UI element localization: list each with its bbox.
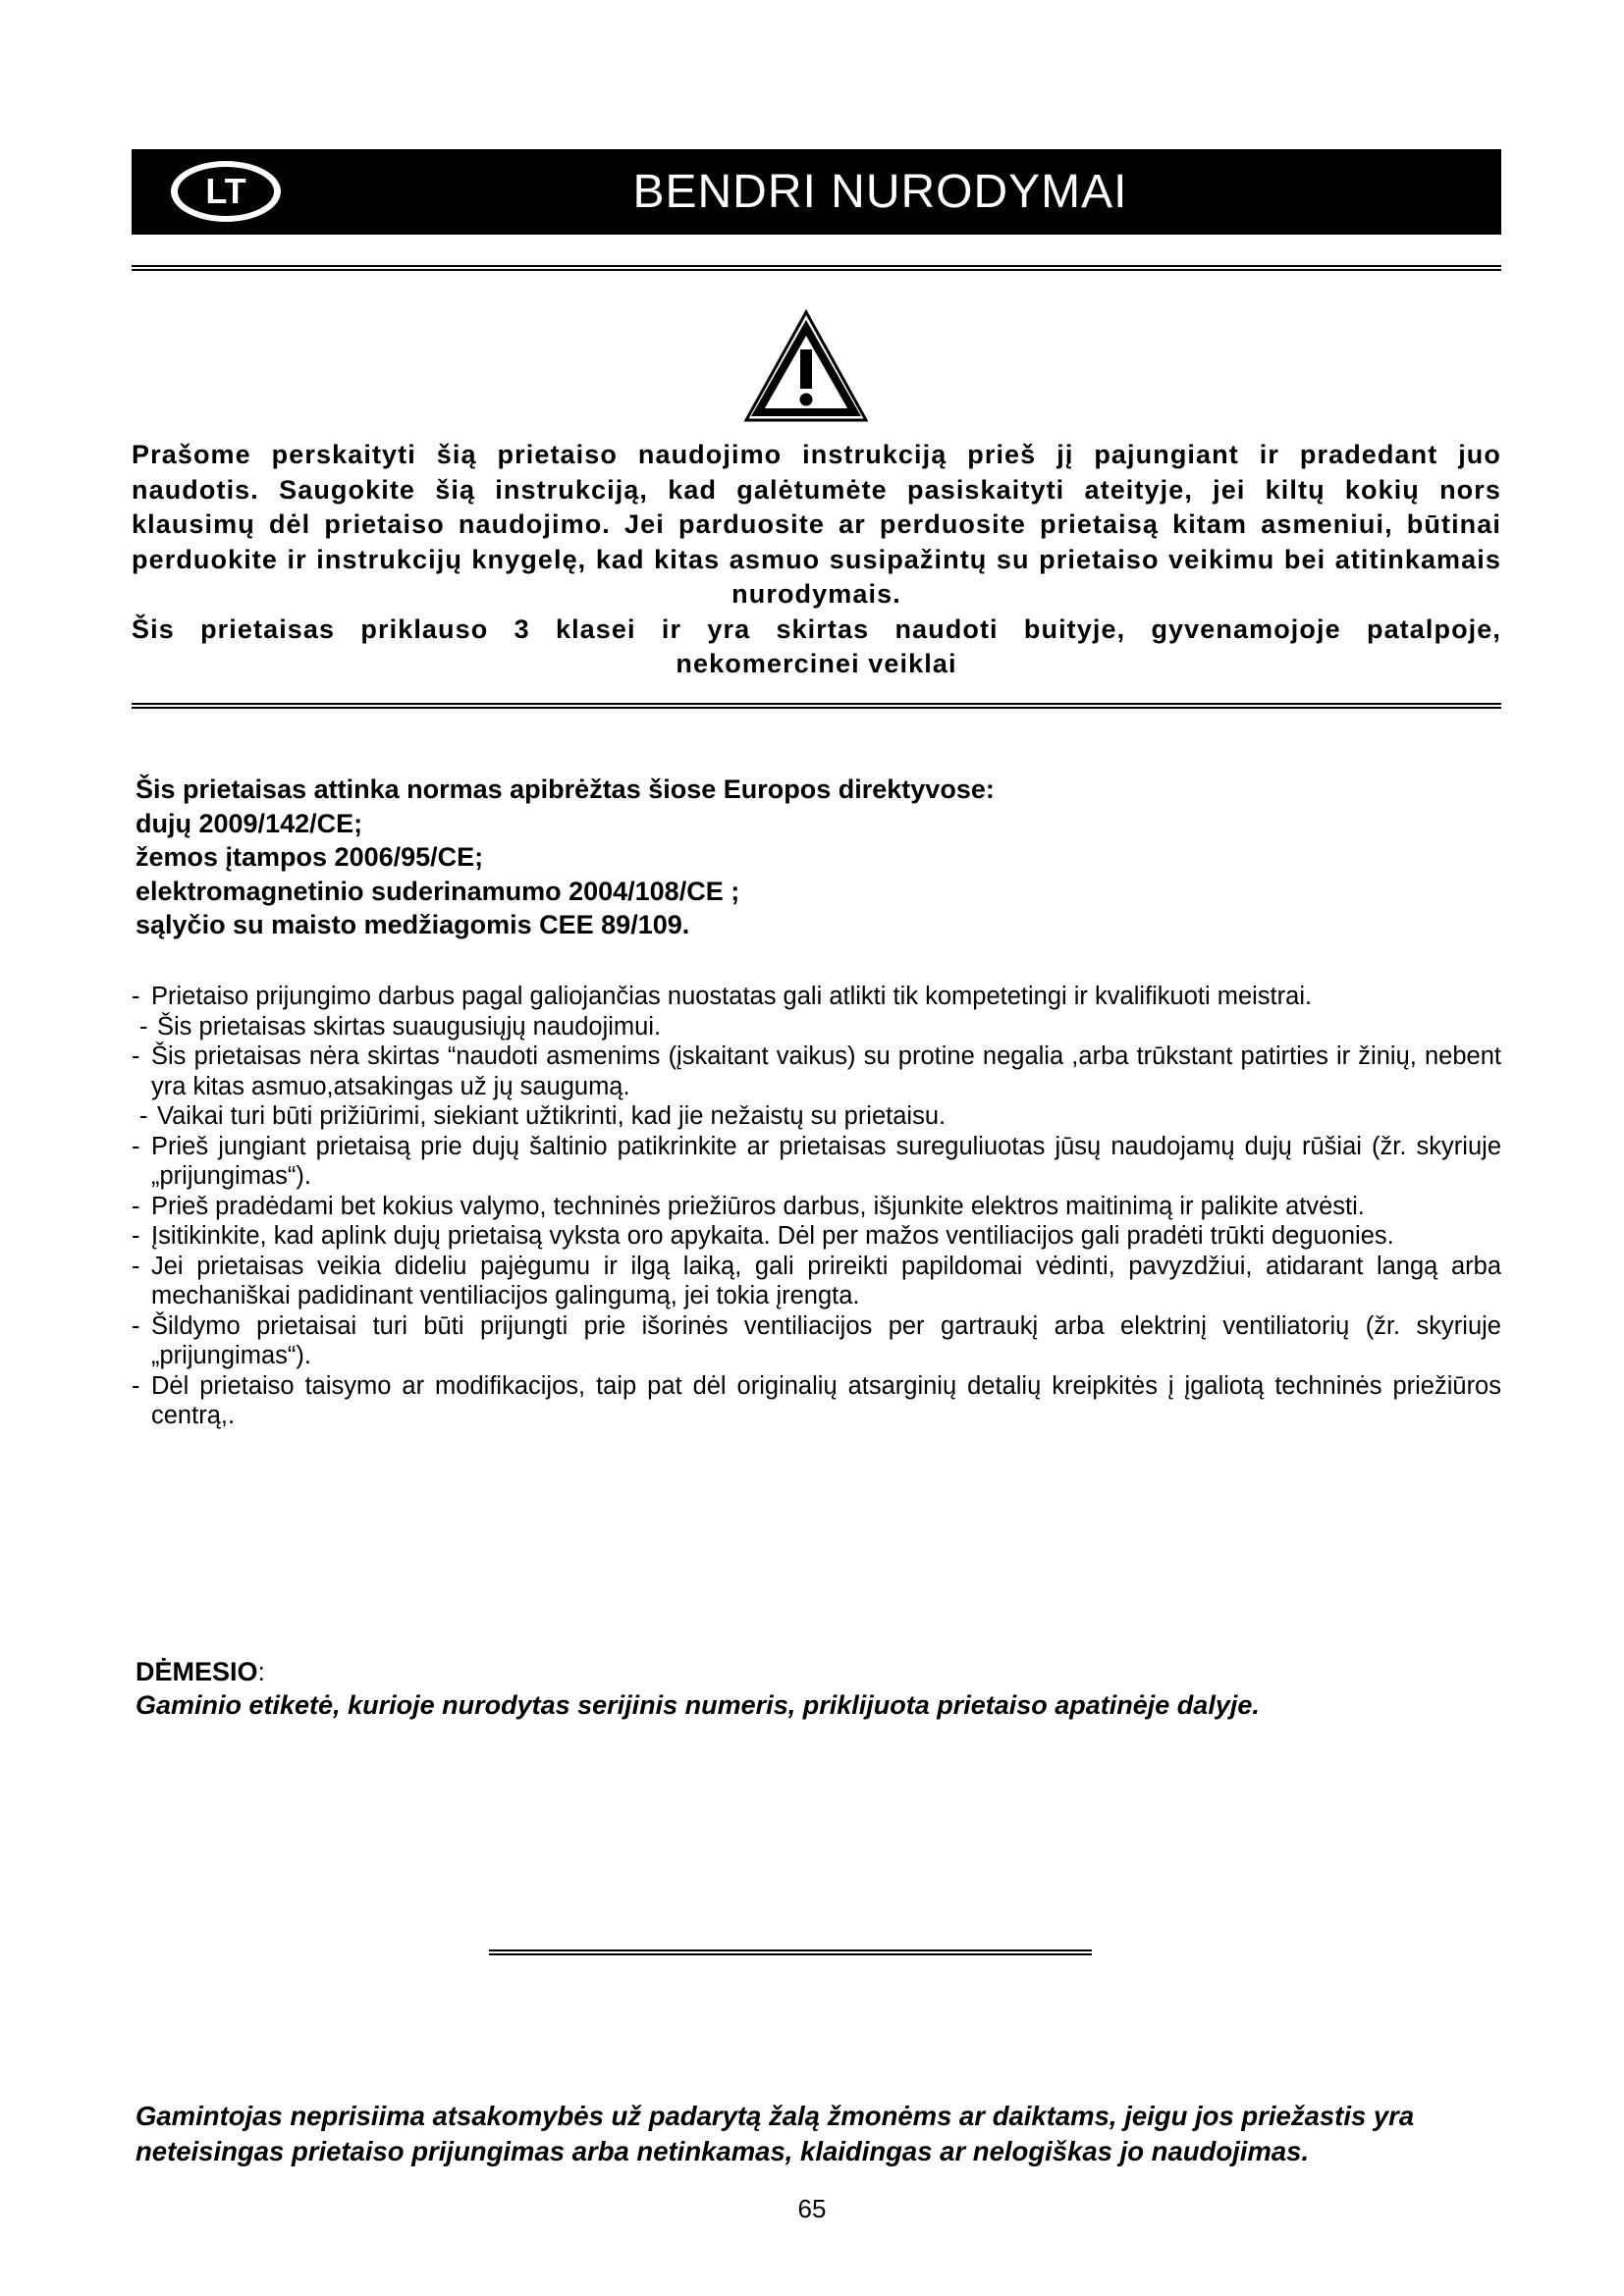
directive-item: sąlyčio su maisto medžiagomis CEE 89/109. xyxy=(135,910,690,939)
rule-item: - Vaikai turi būti prižiūrimi, siekiant užtikrinti, kad jie nežaistų su prietaisu. xyxy=(132,1101,1501,1132)
safety-rules-list xyxy=(132,982,1501,1431)
warning-triangle-icon xyxy=(742,308,870,424)
page-number: 65 xyxy=(797,2194,827,2223)
disclaimer: Gamintojas neprisiima atsakomybės už padarytą žalą žmonėms ar daiktams, jeigu jos priežastis yra neteisingas prietaiso prijungimas arba netinkamas, klaidingas ar nelogiškas jo naudojimas. xyxy=(135,2101,1415,2166)
intro-section xyxy=(132,438,1501,682)
rule-item: - Dėl prietaiso taisymo ar modifikacijos, taip pat dėl originalių atsarginių detalių kreipkitės į įgaliotą techninės priežiūros centrą,. xyxy=(132,1371,1501,1431)
intro-paragraph: Prašome perskaityti šią prietaiso naudojimo instrukciją prieš jį pajungiant ir pradedant juo naudotis. Saugokite šią instrukciją, kad galėtumėte pasiskaityti ateityje, jei kiltų kokių nors klausimų dėl prietaiso naudojimo. Jei parduosite ar perduosite prietaisą kitam asmeniui, būtinai perduokite ir instrukcijų knygelę, kad kitas asmuo susipažintų su prietaiso veikimu bei atitinkamais nurodymais. xyxy=(132,440,1501,609)
rule-item: - Šildymo prietaisai turi būti prijungti prie išorinės ventiliacijos per gartraukį arba elektrinį ventiliatorių (žr. skyriuje „prijungimas“). xyxy=(132,1311,1501,1371)
attention-colon: : xyxy=(257,1657,266,1686)
page-title: BENDRI NURODYMAI xyxy=(632,166,1128,218)
intro-paragraph: Šis prietaisas priklauso 3 klasei ir yra skirtas naudoti buityje, gyvenamojoje patalpoje, nekomercinei veiklai xyxy=(132,614,1501,678)
directive-item: elektromagnetinio suderinamumo 2004/108/CE ; xyxy=(135,876,740,906)
divider xyxy=(132,265,1501,271)
directive-item: dujų 2009/142/CE; xyxy=(135,808,363,838)
rule-item: - Prieš jungiant prietaisą prie dujų šaltinio patikrinkite ar prietaisas sureguliuotas jūsų naudojamų dujų rūšiai (žr. skyriuje „prijungimas“). xyxy=(132,1132,1501,1192)
directive-item: Šis prietaisas attinka normas apibrėžtas šiose Europos direktyvose: xyxy=(135,774,995,804)
directives-list xyxy=(135,773,1412,942)
rule-item: - Įsitikinkite, kad aplink dujų prietaisą vyksta oro apykaita. Dėl per mažos ventiliacijos gali pradėti trūkti deguonies. xyxy=(132,1221,1501,1252)
header-bar xyxy=(132,149,1501,235)
rule-item: - Prietaiso prijungimo darbus pagal galiojančias nuostatas gali atlikti tik kompetetingi ir kvalifikuoti meistrai. xyxy=(132,982,1501,1012)
rule-item: - Prieš pradėdami bet kokius valymo, techninės priežiūros darbus, išjunkite elektros maitinimą ir palikite atvėsti. xyxy=(132,1192,1501,1222)
divider xyxy=(132,703,1501,709)
attention-text: Gaminio etiketė, kurioje nurodytas serijinis numeris, priklijuota prietaiso apatinėje dalyje. xyxy=(135,1690,1260,1720)
rule-item: - Jei prietaisas veikia dideliu pajėgumu ir ilgą laiką, gali prireikti papildomai vėdinti, pavyzdžiui, atidarant langą arba mechaniškai padidinant ventiliacijos galingumą, jei tokia įrengta. xyxy=(132,1252,1501,1311)
rule-item: - Šis prietaisas skirtas suaugusiųjų naudojimui. xyxy=(132,1012,1501,1042)
directive-item: žemos įtampos 2006/95/CE; xyxy=(135,842,484,872)
rule-item: - Šis prietaisas nėra skirtas “naudoti asmenims (įskaitant vaikus) su protine negalia ,arba trūkstant patirties ir žinių, nebent yra kitas asmuo,atsakingas už jų saugumą. xyxy=(132,1041,1501,1101)
divider xyxy=(489,1949,1092,1955)
attention-heading xyxy=(135,1657,265,1687)
attention-label: DĖMESIO xyxy=(135,1657,258,1686)
language-code: LT xyxy=(178,167,274,216)
